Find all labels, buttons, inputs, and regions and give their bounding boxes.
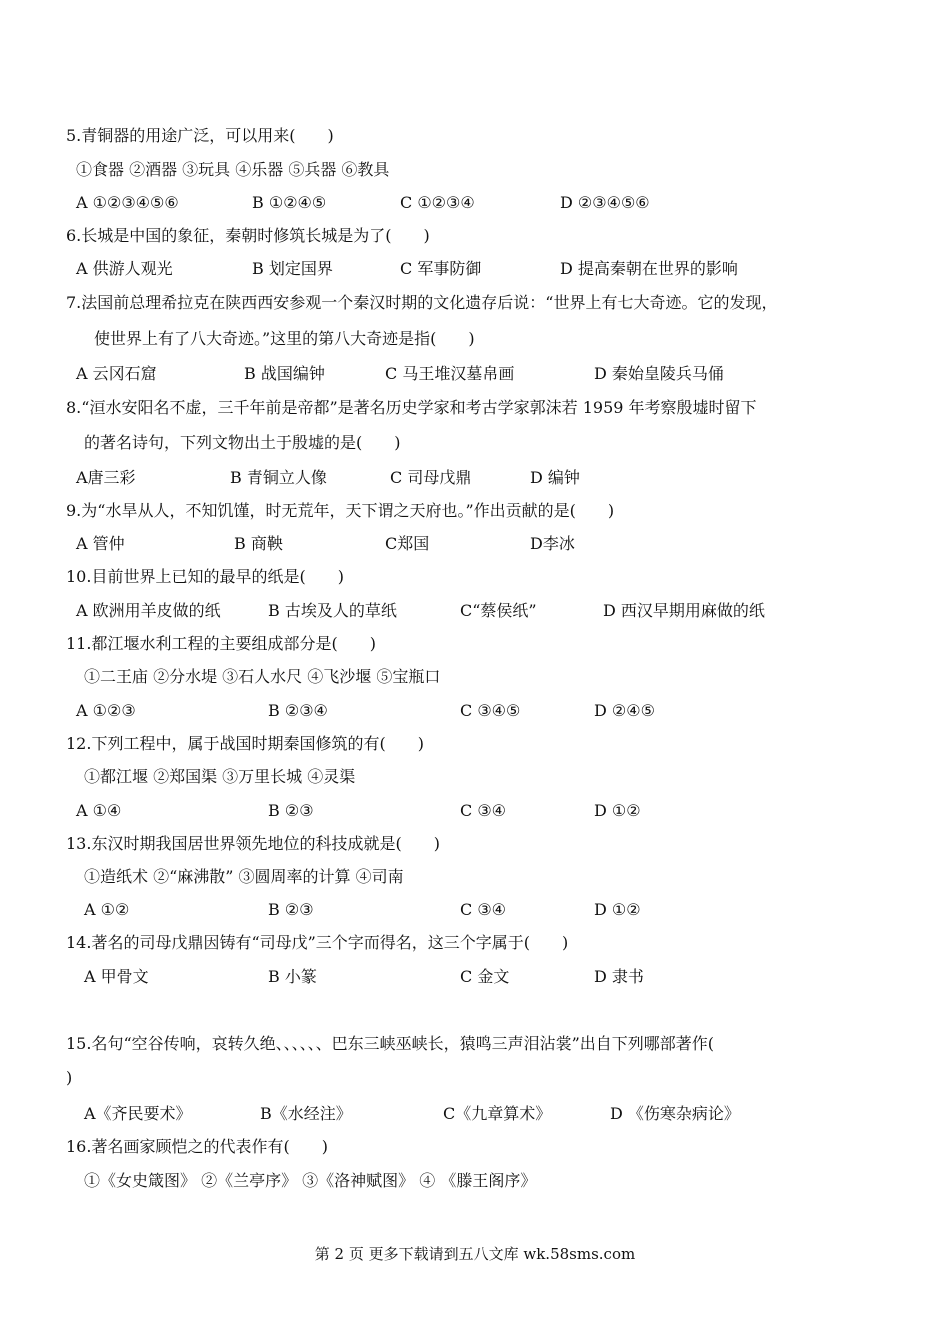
question-6-option-c: C 军事防御 — [400, 259, 482, 278]
question-7-option-b: B 战国编钟 — [244, 364, 325, 383]
question-10-option-b: B 古埃及人的草纸 — [268, 601, 397, 620]
question-12-option-d: D ①② — [594, 801, 641, 820]
question-5-option-b: B ①②④⑤ — [252, 193, 327, 212]
question-14-option-a: A 甲骨文 — [84, 967, 149, 986]
question-9-option-a: A 管仲 — [76, 534, 125, 553]
question-15-stem-line-2: ) — [66, 1068, 73, 1087]
question-12-option-b: B ②③ — [268, 801, 314, 820]
question-5-option-c: C ①②③④ — [400, 193, 475, 212]
question-6-option-d: D 提高秦朝在世界的影响 — [560, 259, 738, 278]
question-5-stem: 5.青铜器的用途广泛，可以用来( ) — [66, 126, 334, 145]
question-14-option-d: D 隶书 — [594, 967, 644, 986]
question-11-option-a: A ①②③ — [76, 701, 136, 720]
question-10-stem: 10.目前世界上已知的最早的纸是( ) — [66, 567, 344, 586]
question-7-option-d: D 秦始皇陵兵马俑 — [594, 364, 724, 383]
question-12-stem: 12.下列工程中，属于战国时期秦国修筑的有( ) — [66, 734, 424, 753]
question-6-option-a: A 供游人观光 — [76, 259, 173, 278]
question-12-option-a: A ①④ — [76, 801, 122, 820]
question-13-option-c: C ③④ — [460, 900, 507, 919]
question-9-option-d: D李冰 — [530, 534, 575, 553]
question-7-option-a: A 云冈石窟 — [76, 364, 157, 383]
question-15-option-c: C《九章算术》 — [443, 1104, 552, 1123]
question-13-stem: 13.东汉时期我国居世界领先地位的科技成就是( ) — [66, 834, 440, 853]
question-11-stem: 11.都江堰水利工程的主要组成部分是( ) — [66, 634, 376, 653]
question-6-option-b: B 划定国界 — [252, 259, 333, 278]
question-6-stem: 6.长城是中国的象征，秦朝时修筑长城是为了( ) — [66, 226, 430, 245]
question-12-option-c: C ③④ — [460, 801, 507, 820]
page-footer: 第 2 页 更多下载请到五八文库 wk.58sms.com — [314, 1245, 636, 1263]
question-13-option-b: B ②③ — [268, 900, 314, 919]
question-5-option-a: A ①②③④⑤⑥ — [76, 193, 179, 212]
question-9-option-b: B 商鞅 — [234, 534, 283, 553]
question-9-option-c: C郑国 — [385, 534, 430, 553]
question-12-items: ①都江堰 ②郑国渠 ③万里长城 ④灵渠 — [84, 767, 356, 786]
question-8-option-c: C 司母戊鼎 — [390, 468, 472, 487]
question-7-option-c: C 马王堆汉墓帛画 — [385, 364, 515, 383]
question-8-option-a: A唐三彩 — [76, 468, 136, 487]
question-11-option-b: B ②③④ — [268, 701, 328, 720]
question-14-option-b: B 小篆 — [268, 967, 317, 986]
question-14-option-c: C 金文 — [460, 967, 510, 986]
question-5-items: ①食器 ②酒器 ③玩具 ④乐器 ⑤兵器 ⑥教具 — [76, 160, 390, 179]
question-9-stem: 9.为“水旱从人，不知饥馑，时无荒年，天下谓之天府也。”作出贡献的是( ) — [66, 501, 615, 520]
question-13-items: ①造纸术 ②“麻沸散” ③圆周率的计算 ④司南 — [84, 867, 404, 886]
question-10-option-a: A 欧洲用羊皮做的纸 — [76, 601, 221, 620]
question-13-option-d: D ①② — [594, 900, 641, 919]
question-15-option-b: B《水经注》 — [260, 1104, 352, 1123]
question-15-option-a: A《齐民要术》 — [84, 1104, 192, 1123]
question-11-option-d: D ②④⑤ — [594, 701, 655, 720]
question-13-option-a: A ①② — [84, 900, 130, 919]
question-15-option-d: D 《伤寒杂病论》 — [610, 1104, 740, 1123]
question-16-items: ①《女史箴图》 ②《兰亭序》 ③《洛神赋图》 ④ 《滕王阁序》 — [84, 1171, 537, 1190]
question-10-option-d: D 西汉早期用麻做的纸 — [603, 601, 765, 620]
question-14-stem: 14.著名的司母戊鼎因铸有“司母戊”三个字而得名，这三个字属于( ) — [66, 933, 569, 952]
question-11-option-c: C ③④⑤ — [460, 701, 521, 720]
question-7-stem-line-1: 7.法国前总理希拉克在陕西西安参观一个秦汉时期的文化遗存后说：“世界上有七大奇迹。它的发现， — [66, 293, 778, 312]
question-11-items: ①二王庙 ②分水堤 ③石人水尺 ④飞沙堰 ⑤宝瓶口 — [84, 667, 441, 686]
question-10-option-c: C“蔡侯纸” — [460, 601, 537, 620]
question-8-stem-line-2: 的著名诗句，下列文物出土于殷墟的是( ) — [84, 433, 401, 452]
question-5-option-d: D ②③④⑤⑥ — [560, 193, 650, 212]
question-8-option-b: B 青铜立人像 — [230, 468, 327, 487]
question-8-stem-line-1: 8.“洹水安阳名不虚，三千年前是帝都”是著名历史学家和考古学家郭沫若 1959 年考察殷墟时留下 — [66, 398, 757, 417]
question-16-stem: 16.著名画家顾恺之的代表作有( ) — [66, 1137, 328, 1156]
question-7-stem-line-2: 使世界上有了八大奇迹。”这里的第八大奇迹是指( ) — [94, 329, 475, 348]
question-8-option-d: D 编钟 — [530, 468, 580, 487]
question-15-stem-line-1: 15.名句“空谷传响，哀转久绝、、、、、、巴东三峡巫峡长，猿鸣三声泪沾裳”出自下列哪部著作( — [66, 1034, 715, 1053]
